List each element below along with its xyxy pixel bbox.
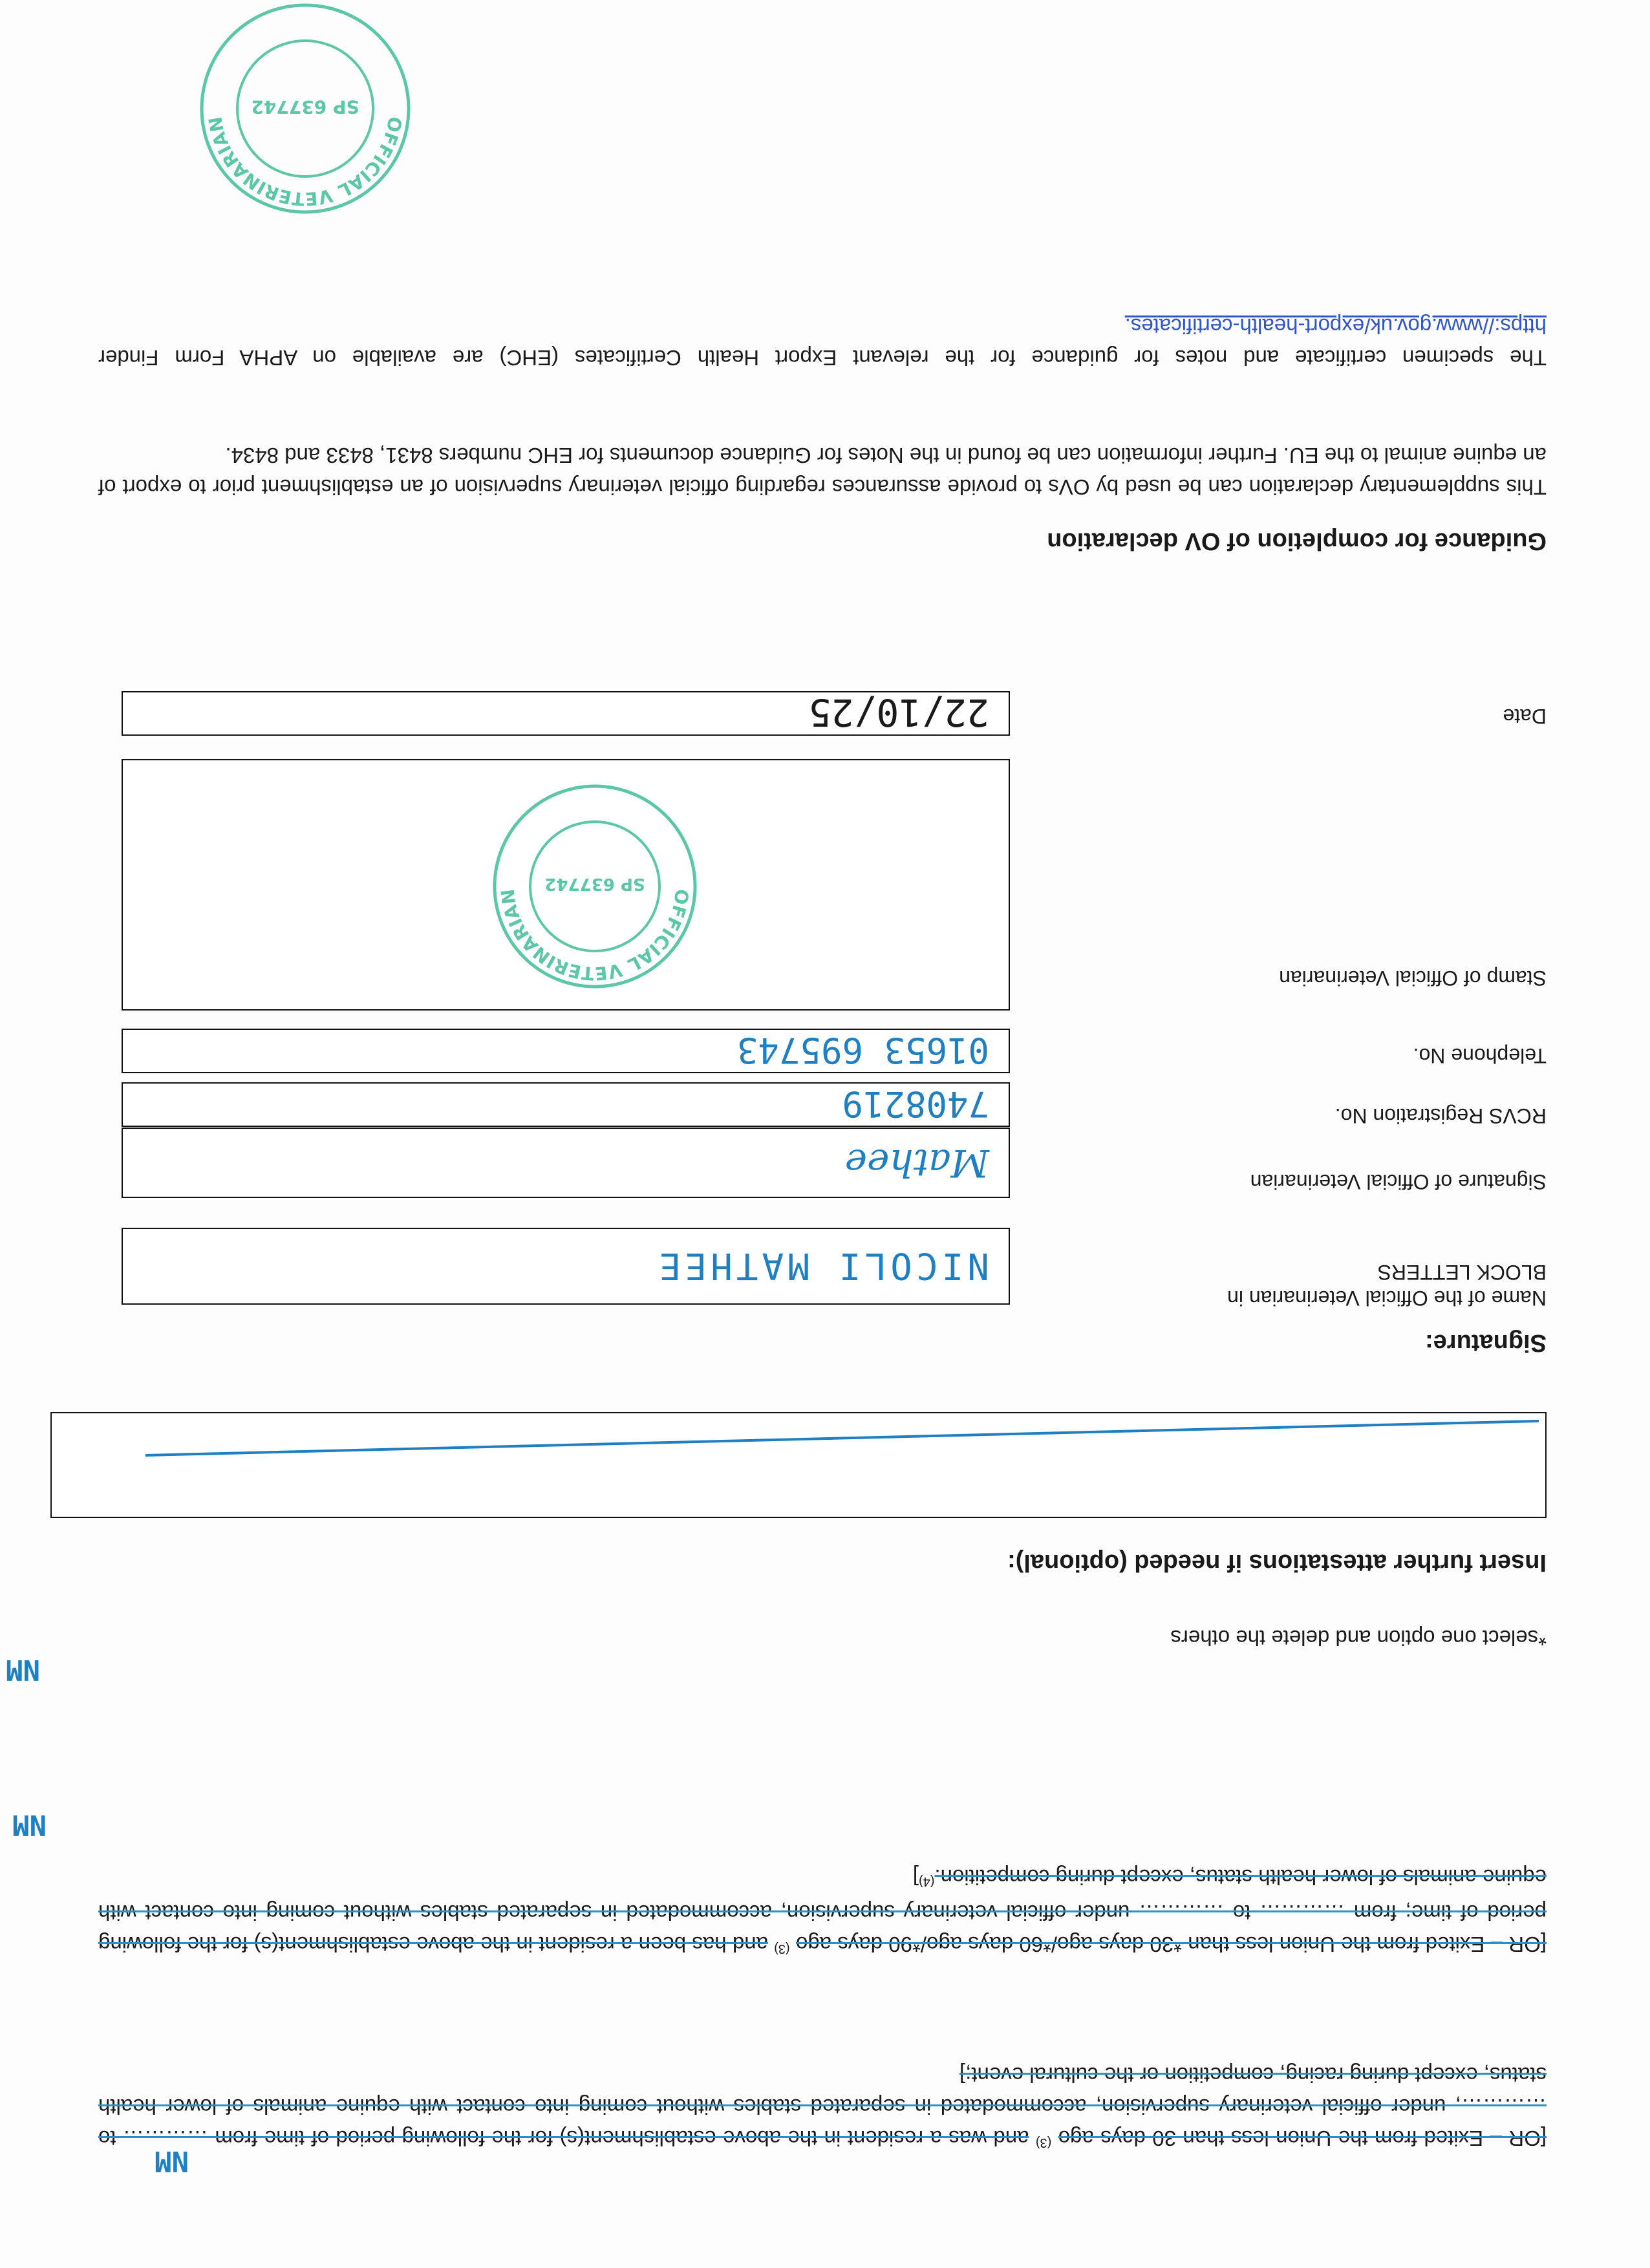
stamp-field[interactable] [122, 759, 1010, 1011]
option-2-text: [OR – Exited from the Union less than *30 days ago/*60 days ago/*90 days ago [795, 1932, 1547, 1956]
option-1 [98, 2059, 1547, 2158]
date-field[interactable] [122, 691, 1010, 736]
option-2-rest: and has been a resident in the above establishment(s) for the following period of time; from ………… to ………… under official veterinary supervision, accommodated in separated stables without coming into contact with equine animals of lower health status, except during competition. [98, 1865, 1547, 1956]
option-1-rest: and was a resident in the above establishment(s) for the following period of time from ………… to …………, under official veterinary supervision, accommodated in separated stables without coming into contact with equine animals of lower health status, except during racing, competition or the cultural event;] [98, 2063, 1547, 2150]
name-value: NICOLI MATHEE [655, 1245, 989, 1287]
signature-value: Mathee [844, 1141, 989, 1185]
stamp-label: Stamp of Official Veterinarian [1279, 967, 1547, 990]
cancel-line [52, 1413, 1545, 1517]
option-1-text: [OR – Exited from the Union less than 30 days ago [1058, 2126, 1547, 2150]
signature-field[interactable] [122, 1128, 1010, 1198]
guidance-para-2 [98, 310, 1547, 374]
official-stamp-bottom [189, 0, 422, 225]
further-attestations-box[interactable] [50, 1412, 1547, 1518]
guidance-para-1 [98, 440, 1547, 503]
option-2-footnote: (3) [774, 1942, 790, 1956]
stamp-bottom-top-text: OFFICIAL VETERINARIAN [204, 114, 406, 210]
guidance-para-2-text: The specimen certificate and notes for guidance for the relevant Export Health Certificates (EHC) are available on APHA Form Finder [98, 346, 1547, 370]
option-2-end: ] [912, 1865, 919, 1889]
further-attestations-heading: Insert further attestations if needed (optional): [1007, 1549, 1547, 1576]
guidance-para-1-text: This supplementary declaration can be used by OVs to provide assurances regarding official veterinary supervision of an establishment prior to export of an equine animal to the EU. Further information can be found in the Notes for Guidance documents for EHC numbers 8431, 8433 and 8434. [98, 444, 1547, 499]
initials-1: NM [155, 2145, 189, 2177]
option-1-footnote: (3) [1035, 2135, 1052, 2150]
signature-label: Signature of Official Veterinarian [1250, 1170, 1547, 1193]
guidance-heading: Guidance for completion of OV declaration [1047, 528, 1547, 555]
rcvs-value: 7408219 [842, 1084, 989, 1124]
initials-2: NM [12, 1808, 47, 1841]
stamp-number: SP 637742 [544, 874, 645, 893]
rcvs-label: RCVS Registration No. [1334, 1104, 1547, 1128]
official-stamp [485, 776, 705, 996]
date-value: 22/10/25 [808, 690, 989, 734]
initials-3: NM [6, 1653, 40, 1686]
stamp-top-text: OFFICIAL VETERINARIAN [497, 888, 693, 985]
signature-heading: Signature: [1425, 1329, 1547, 1356]
telephone-label: Telephone No. [1413, 1044, 1547, 1067]
option-2-footnote-2: (4) [919, 1874, 935, 1888]
stamp-bottom-number: SP 637742 [251, 96, 359, 118]
select-note: *select one option and delete the others [1170, 1626, 1547, 1650]
option-2 [98, 1861, 1547, 1964]
rcvs-field[interactable] [122, 1082, 1010, 1127]
telephone-field[interactable] [122, 1029, 1010, 1073]
name-field[interactable] [122, 1228, 1010, 1305]
name-label: Name of the Official Veterinarian in BLOCK LETTERS [1227, 1261, 1547, 1310]
date-label: Date [1503, 705, 1547, 728]
export-health-certificates-link[interactable]: https://www.gov.uk/export-health-certificates. [1124, 314, 1547, 338]
telephone-value: 01653 695743 [736, 1030, 989, 1071]
